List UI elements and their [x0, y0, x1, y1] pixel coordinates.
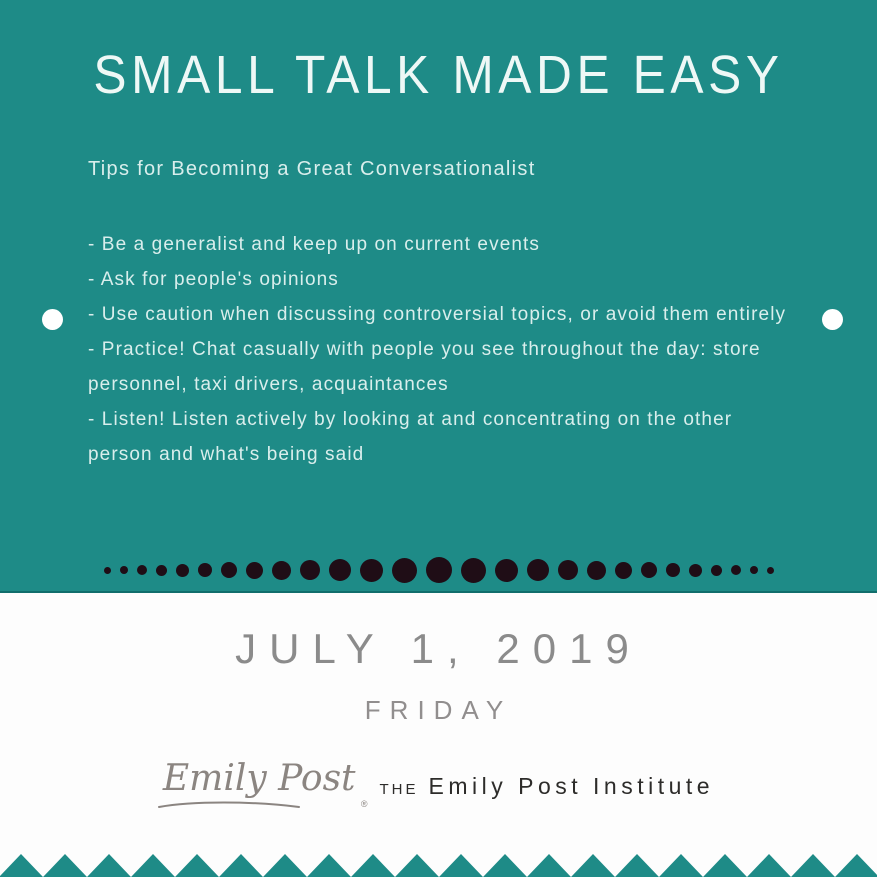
page-subtitle: Tips for Becoming a Great Conversationalist [88, 158, 536, 180]
border-triangle [307, 854, 351, 877]
divider-dot [527, 559, 549, 581]
border-triangle [395, 854, 439, 877]
binder-hole-right [822, 309, 843, 330]
border-triangle [263, 854, 307, 877]
border-triangle [439, 854, 483, 877]
institute-name-text: Emily Post Institute [428, 772, 715, 799]
weekday-text: FRIDAY [364, 695, 513, 725]
divider-dot [615, 562, 632, 579]
registered-trademark-icon: ® [360, 799, 368, 809]
border-triangle [483, 854, 527, 877]
divider-dot [495, 559, 518, 582]
binder-hole-left [42, 309, 63, 330]
border-triangle [175, 854, 219, 877]
border-triangle [703, 854, 747, 877]
border-triangle [219, 854, 263, 877]
emily-post-script-logo [162, 758, 368, 811]
divider-dot [587, 561, 606, 580]
border-triangle [615, 854, 659, 877]
divider-dot [300, 560, 320, 580]
divider-dot [461, 558, 486, 583]
tip-item: - Practice! Chat casually with people you see throughout the day: store personnel, taxi drivers, acquaintances [88, 339, 761, 395]
divider-dot [426, 557, 452, 583]
border-triangle [131, 854, 175, 877]
divider-dot [767, 567, 774, 574]
border-triangle [87, 854, 131, 877]
border-triangle [659, 854, 703, 877]
divider-dot [120, 566, 128, 574]
border-triangle [527, 854, 571, 877]
divider-dot [156, 565, 167, 576]
divider-dot [360, 559, 383, 582]
divider-dot [104, 567, 111, 574]
tip-item: - Listen! Listen actively by looking at and concentrating on the other person and what's being said [88, 409, 733, 465]
divider-dot [329, 559, 351, 581]
script-logo-text: Emily Post [162, 758, 356, 799]
institute-the-text: THE [379, 780, 419, 798]
institute-wordmark [380, 773, 715, 800]
border-triangle [0, 854, 43, 877]
tip-item: - Use caution when discussing controversial topics, or avoid them entirely [88, 304, 787, 325]
divider-dot [246, 562, 263, 579]
divider-dot [689, 564, 702, 577]
divider-dot [392, 558, 417, 583]
border-triangle [747, 854, 791, 877]
divider-dot [711, 565, 722, 576]
tip-item: - Be a generalist and keep up on current events [88, 234, 541, 255]
divider-dot [750, 566, 758, 574]
divider-dot [221, 562, 237, 578]
border-triangle [571, 854, 615, 877]
date-panel [0, 593, 877, 877]
tip-item: - Ask for people's opinions [88, 269, 339, 290]
page-title: SMALL TALK MADE EASY [93, 45, 784, 105]
border-triangle [351, 854, 395, 877]
tips-list [88, 227, 793, 472]
logo-flourish-icon [157, 799, 307, 811]
dotted-divider [0, 544, 877, 596]
border-triangle [791, 854, 835, 877]
triangle-bunting-border [0, 854, 877, 877]
border-triangle [43, 854, 87, 877]
divider-dot [731, 565, 741, 575]
divider-dot [137, 565, 147, 575]
brand-lockup [0, 758, 877, 811]
divider-dot [176, 564, 189, 577]
border-triangle [835, 854, 877, 877]
divider-dot [666, 563, 680, 577]
divider-dot [198, 563, 212, 577]
date-text: JULY 1, 2019 [235, 625, 642, 672]
divider-dot [272, 561, 291, 580]
divider-dot [641, 562, 657, 578]
divider-dot [558, 560, 578, 580]
